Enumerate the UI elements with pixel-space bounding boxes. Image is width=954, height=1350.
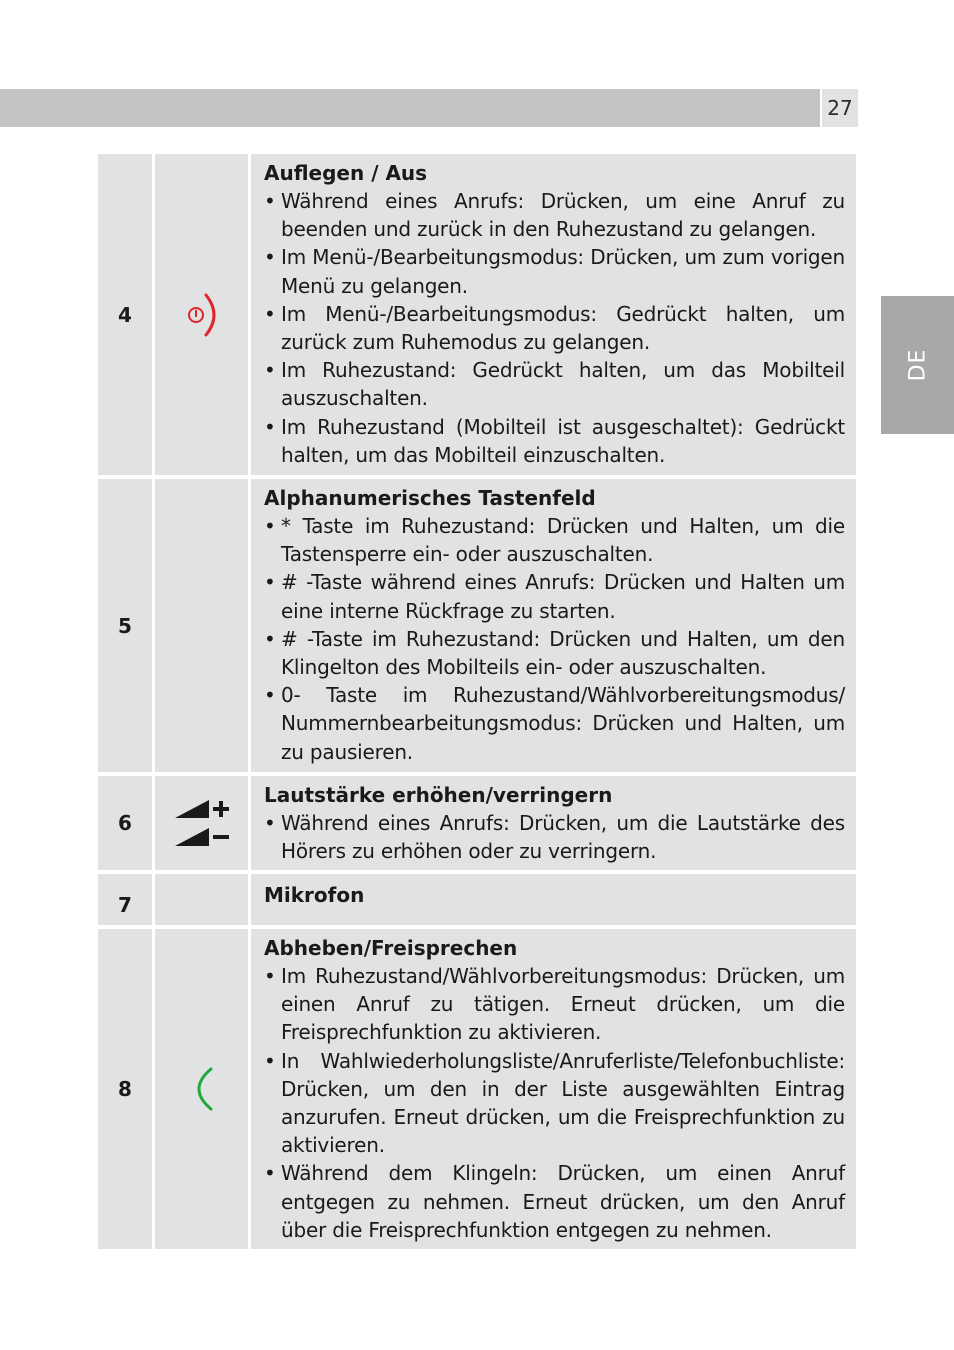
row-number: 7	[98, 874, 152, 925]
function-title: Abheben/Freisprechen	[264, 936, 518, 960]
icon-cell	[155, 154, 248, 475]
language-tab-label: DE	[905, 348, 930, 382]
bullet-item: • 0- Taste im Ruhezustand/Wählvorbereitungsmodus/ Nummernbearbeitungsmodus: Drücken und Halten, um zu pausieren.	[264, 681, 845, 766]
volume-up-down-icon	[173, 798, 231, 848]
bullet-item: • # -Taste im Ruhezustand: Drücken und Halten, um den Klingelton des Mobilteils ein- oder auszuschalten.	[264, 625, 845, 681]
power-end-call-icon	[180, 291, 224, 339]
bullet-item: • In Wahlwiederholungsliste/Anruferliste/Telefonbuchliste: Drücken, um den in der Liste ausgewählten Eintrag anzurufen. Erneut drücken, um die Freisprechfunktion zu aktivieren.	[264, 1047, 845, 1160]
bullet-item: • Im Ruhezustand: Gedrückt halten, um das Mobilteil auszuschalten.	[264, 356, 845, 412]
description-cell	[251, 154, 856, 475]
bullet-item: • Während dem Klingeln: Drücken, um einen Anruf entgegen zu nehmen. Erneut drücken, um den Anruf über die Freisprechfunktion entgegen zu nehmen.	[264, 1159, 845, 1244]
row-number: 6	[98, 776, 152, 870]
page-number: 27	[822, 89, 858, 127]
row-number: 8	[98, 929, 152, 1249]
icon-cell	[155, 874, 248, 925]
icon-cell	[155, 479, 248, 772]
call-handsfree-icon	[187, 1065, 217, 1113]
icon-cell	[155, 776, 248, 870]
table-row	[98, 874, 856, 925]
row-number: 5	[98, 479, 152, 772]
bullet-list	[264, 187, 845, 469]
button-function-table	[98, 154, 856, 1253]
function-title: Lautstärke erhöhen/verringern	[264, 783, 613, 807]
bullet-list	[264, 512, 845, 766]
header-bar	[0, 89, 820, 127]
table-row	[98, 929, 856, 1249]
table-row	[98, 479, 856, 772]
bullet-item: • Im Menü-/Bearbeitungsmodus: Gedrückt halten, um zurück zum Ruhemodus zu gelangen.	[264, 300, 845, 356]
bullet-item: • Während eines Anrufs: Drücken, um eine Anruf zu beenden und zurück in den Ruhezustand zu gelangen.	[264, 187, 845, 243]
row-number: 4	[98, 154, 152, 475]
bullet-item: • # -Taste während eines Anrufs: Drücken und Halten um eine interne Rückfrage zu starten.	[264, 568, 845, 624]
description-cell	[251, 479, 856, 772]
function-title: Mikrofon	[264, 883, 365, 907]
bullet-item: • * Taste im Ruhezustand: Drücken und Halten, um die Tastensperre ein- oder auszuschalten.	[264, 512, 845, 568]
language-tab	[881, 296, 954, 434]
function-title: Auflegen / Aus	[264, 161, 428, 185]
icon-cell	[155, 929, 248, 1249]
description-cell	[251, 776, 856, 870]
bullet-item: • Im Ruhezustand/Wählvorbereitungsmodus: Drücken, um einen Anruf zu tätigen. Erneut drücken, um die Freisprechfunktion zu aktivieren.	[264, 962, 845, 1047]
bullet-list	[264, 809, 845, 865]
table-row	[98, 154, 856, 475]
bullet-item: • Während eines Anrufs: Drücken, um die Lautstärke des Hörers zu erhöhen oder zu verringern.	[264, 809, 845, 865]
bullet-item: • Im Ruhezustand (Mobilteil ist ausgeschaltet): Gedrückt halten, um das Mobilteil einzuschalten.	[264, 413, 845, 469]
bullet-item: • Im Menü-/Bearbeitungsmodus: Drücken, um zum vorigen Menü zu gelangen.	[264, 243, 845, 299]
function-title: Alphanumerisches Tastenfeld	[264, 486, 596, 510]
description-cell	[251, 874, 856, 925]
table-row	[98, 776, 856, 870]
description-cell	[251, 929, 856, 1249]
bullet-list	[264, 962, 845, 1244]
